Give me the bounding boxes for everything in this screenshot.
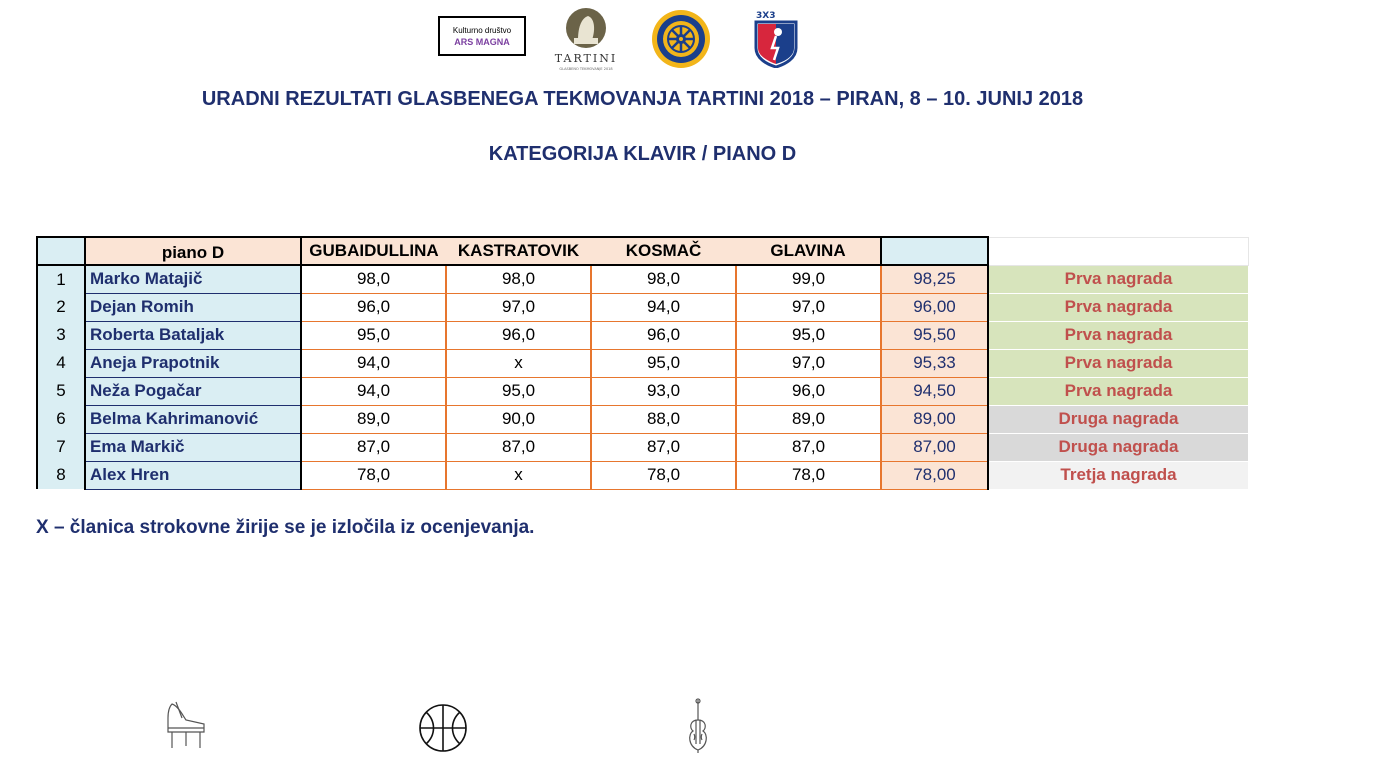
judge-score: 95,0 (736, 321, 881, 349)
judge-score: 93,0 (591, 377, 736, 405)
prize-label: Prva nagrada (988, 377, 1248, 405)
judge-score: 96,0 (446, 321, 591, 349)
header-category: piano D (85, 237, 301, 265)
row-number: 3 (37, 321, 85, 349)
judge-score: 87,0 (591, 433, 736, 461)
judge-score: 96,0 (736, 377, 881, 405)
prize-label: Druga nagrada (988, 433, 1248, 461)
header-judge-3: KOSMAČ (591, 237, 736, 265)
3x3-logo-text: 3X3 (756, 11, 776, 21)
judge-score: 94,0 (301, 377, 446, 405)
judge-score: 78,0 (736, 461, 881, 489)
category-subtitle: KATEGORIJA KLAVIR / PIANO D (488, 143, 797, 165)
row-number: 4 (37, 349, 85, 377)
judge-score: 87,0 (301, 433, 446, 461)
table-row (37, 293, 1248, 321)
average-score: 94,50 (881, 377, 988, 405)
judge-score: 96,0 (301, 293, 446, 321)
contestant-name: Aneja Prapotnik (85, 349, 301, 377)
results-table (36, 236, 1249, 490)
judge-score: 87,0 (446, 433, 591, 461)
judge-score: 95,0 (591, 349, 736, 377)
page-title: URADNI REZULTATI GLASBENEGA TEKMOVANJA TARTINI 2018 – PIRAN, 8 – 10. JUNIJ 2018 (201, 88, 1084, 110)
header-num-cell (37, 237, 85, 265)
judge-score: 78,0 (301, 461, 446, 489)
3x3-basketball-icon (752, 8, 800, 68)
judge-score: 99,0 (736, 265, 881, 293)
prize-label: Prva nagrada (988, 265, 1248, 293)
table-row (37, 377, 1248, 405)
jury-note: X – članica strokovne žirije se je izločila iz ocenjevanja. (36, 517, 535, 538)
judge-score: 98,0 (301, 265, 446, 293)
judge-score: 95,0 (446, 377, 591, 405)
header-judge-4: GLAVINA (736, 237, 881, 265)
rotary-icon (650, 8, 712, 70)
average-score: 87,00 (881, 433, 988, 461)
contestant-name: Marko Matajič (85, 265, 301, 293)
table-row (37, 349, 1248, 377)
judge-score: x (446, 461, 591, 489)
prize-label: Druga nagrada (988, 405, 1248, 433)
judge-score: 97,0 (446, 293, 591, 321)
contestant-name: Alex Hren (85, 461, 301, 489)
row-number: 1 (37, 265, 85, 293)
judge-score: 96,0 (591, 321, 736, 349)
header-average-cell (881, 237, 988, 265)
judge-score: 88,0 (591, 405, 736, 433)
ars-magna-logo (438, 16, 526, 56)
row-number: 2 (37, 293, 85, 321)
average-score: 89,00 (881, 405, 988, 433)
contestant-name: Belma Kahrimanović (85, 405, 301, 433)
judge-score: 94,0 (591, 293, 736, 321)
table-row (37, 405, 1248, 433)
header-judge-1: GUBAIDULLINA (301, 237, 446, 265)
basketball-icon (418, 703, 468, 753)
table-row (37, 433, 1248, 461)
judge-score: 97,0 (736, 349, 881, 377)
ars-magna-line2: ARS MAGNA (454, 36, 510, 47)
average-score: 95,33 (881, 349, 988, 377)
contestant-name: Neža Pogačar (85, 377, 301, 405)
row-number: 7 (37, 433, 85, 461)
tartini-logo (548, 6, 624, 72)
row-number: 6 (37, 405, 85, 433)
prize-label: Prva nagrada (988, 321, 1248, 349)
table-row (37, 265, 1248, 293)
average-score: 95,50 (881, 321, 988, 349)
judge-score: 87,0 (736, 433, 881, 461)
tartini-logo-text: TARTINI (554, 52, 618, 65)
prize-label: Prva nagrada (988, 349, 1248, 377)
table-row (37, 461, 1248, 489)
table-header-row (37, 237, 1248, 265)
sponsor-logos (436, 6, 816, 72)
row-number: 5 (37, 377, 85, 405)
contestant-name: Roberta Bataljak (85, 321, 301, 349)
table-row (37, 321, 1248, 349)
tartini-logo-subtext: GLASBENO TEKMOVANJE 2018 (559, 67, 613, 71)
average-score: 96,00 (881, 293, 988, 321)
prize-label: Prva nagrada (988, 293, 1248, 321)
average-score: 98,25 (881, 265, 988, 293)
header-prize-cell (988, 237, 1248, 265)
judge-score: 89,0 (736, 405, 881, 433)
judge-score: 97,0 (736, 293, 881, 321)
judge-score: 98,0 (591, 265, 736, 293)
judge-score: 98,0 (446, 265, 591, 293)
judge-score: 95,0 (301, 321, 446, 349)
piano-icon (162, 700, 210, 752)
contestant-name: Ema Markič (85, 433, 301, 461)
judge-score: 89,0 (301, 405, 446, 433)
contestant-name: Dejan Romih (85, 293, 301, 321)
judge-score: 90,0 (446, 405, 591, 433)
judge-score: 78,0 (591, 461, 736, 489)
violin-icon (685, 698, 711, 754)
judge-score: 94,0 (301, 349, 446, 377)
prize-label: Tretja nagrada (988, 461, 1248, 489)
average-score: 78,00 (881, 461, 988, 489)
row-number: 8 (37, 461, 85, 489)
judge-score: x (446, 349, 591, 377)
header-judge-2: KASTRATOVIK (446, 237, 591, 265)
ars-magna-line1: Kulturno društvo (452, 25, 512, 35)
